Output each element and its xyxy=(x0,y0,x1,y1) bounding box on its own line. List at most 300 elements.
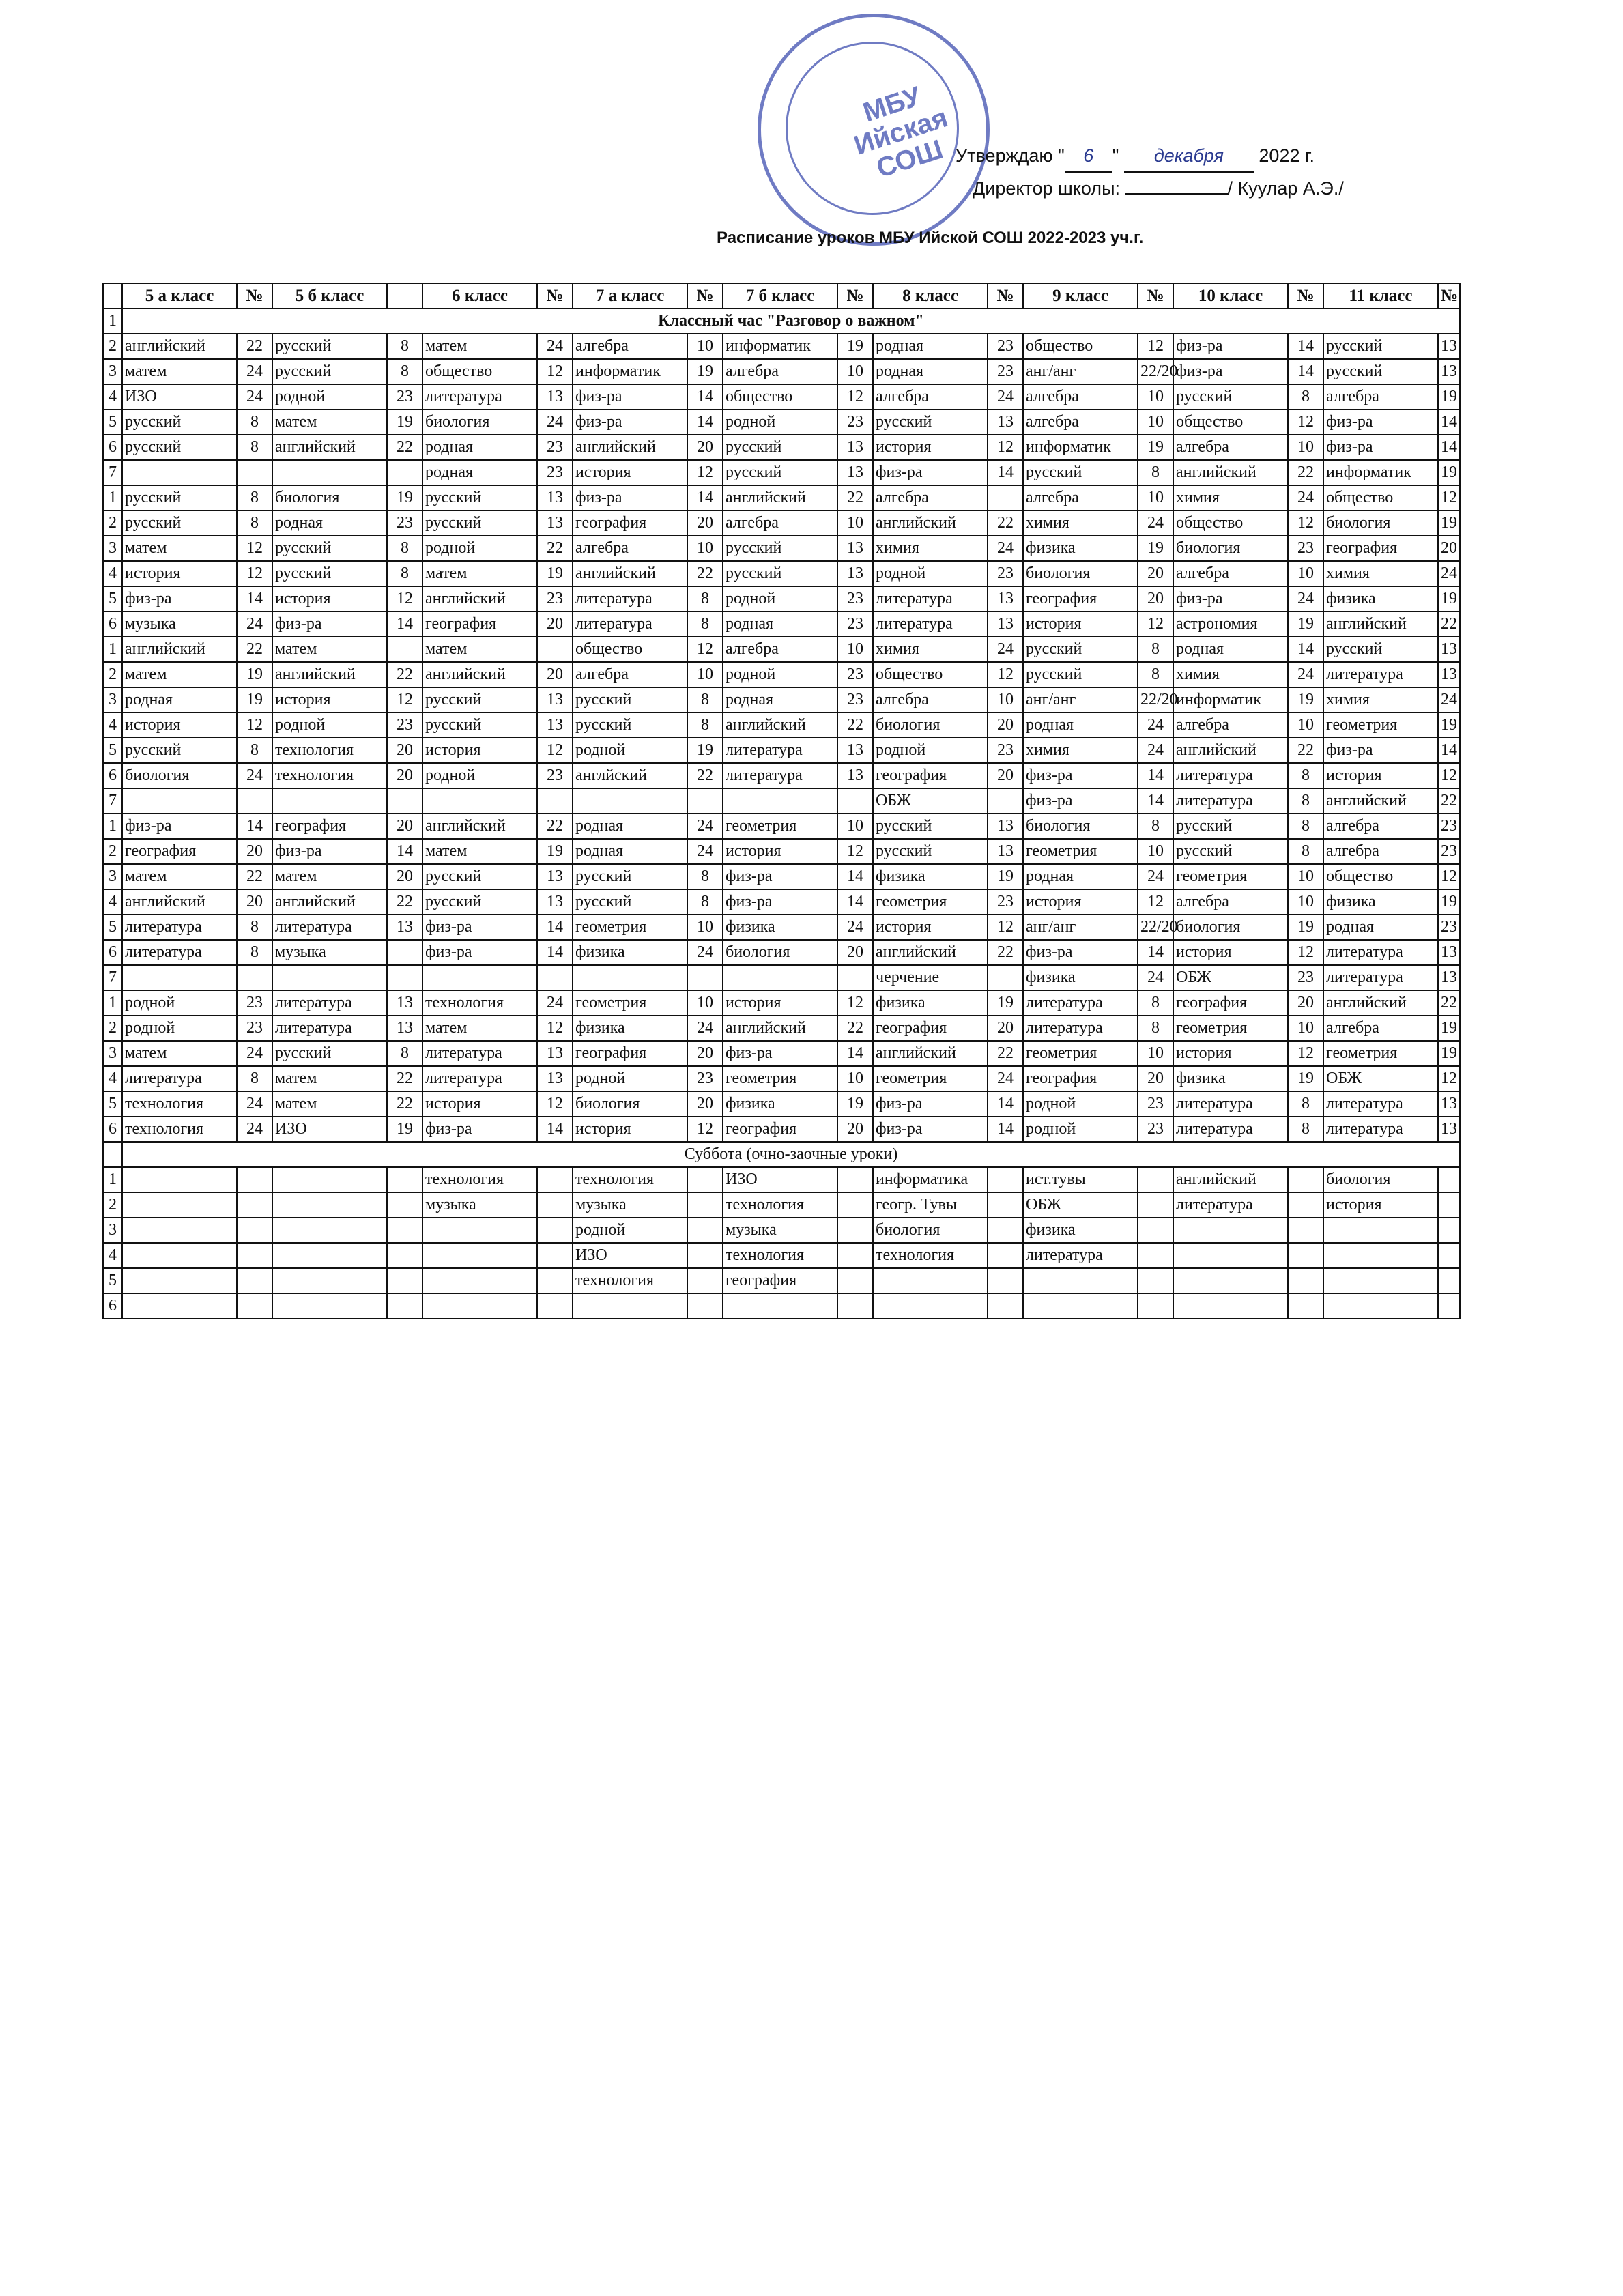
subject-cell: русский xyxy=(272,334,387,359)
subject-cell: русский xyxy=(1023,662,1138,687)
room-number: 13 xyxy=(537,384,573,410)
saturday-row xyxy=(103,1192,1460,1218)
room-number: 19 xyxy=(687,359,723,384)
subject-cell: русский xyxy=(422,511,537,536)
subject-cell: физика xyxy=(1023,1218,1138,1243)
room-number: 19 xyxy=(1138,435,1173,460)
lesson-number: 4 xyxy=(103,889,122,915)
room-number: 24 xyxy=(237,763,272,788)
lesson-number: 6 xyxy=(103,763,122,788)
subject-cell: родная xyxy=(122,687,237,713)
room-number: 8 xyxy=(1288,839,1323,864)
subject-cell xyxy=(272,788,387,814)
room-number xyxy=(1438,1192,1460,1218)
column-header: 5 а класс xyxy=(122,283,237,308)
room-number: 19 xyxy=(837,334,873,359)
lesson-number: 7 xyxy=(103,460,122,485)
subject-cell: русский xyxy=(723,460,837,485)
lesson-number: 4 xyxy=(103,384,122,410)
subject-cell: музыка xyxy=(122,612,237,637)
room-number: 13 xyxy=(1438,334,1460,359)
subject-cell: технология xyxy=(723,1192,837,1218)
subject-cell: русский xyxy=(422,485,537,511)
subject-cell: матем xyxy=(122,864,237,889)
room-number xyxy=(387,1293,422,1319)
room-number: 23 xyxy=(988,561,1023,586)
room-number: 24 xyxy=(687,839,723,864)
room-number: 20 xyxy=(687,435,723,460)
lesson-number: 4 xyxy=(103,561,122,586)
lesson-number: 3 xyxy=(103,1218,122,1243)
subject-cell: родной xyxy=(1023,1091,1138,1117)
subject-cell: технология xyxy=(723,1243,837,1268)
subject-cell: ОБЖ xyxy=(1023,1192,1138,1218)
schedule-row xyxy=(103,965,1460,990)
room-number: 10 xyxy=(1138,485,1173,511)
subject-cell xyxy=(422,1243,537,1268)
subject-cell: литература xyxy=(422,1066,537,1091)
subject-cell: родная xyxy=(1023,713,1138,738)
subject-cell: родная xyxy=(1323,915,1438,940)
subject-cell: английский xyxy=(873,1041,988,1066)
subject-cell xyxy=(1323,1218,1438,1243)
room-number: 24 xyxy=(988,1066,1023,1091)
schedule-row xyxy=(103,940,1460,965)
subject-cell: география xyxy=(873,763,988,788)
room-number: 23 xyxy=(1438,915,1460,940)
room-number: 22 xyxy=(988,511,1023,536)
subject-cell: алгебра xyxy=(1173,889,1288,915)
room-number: 24 xyxy=(1288,485,1323,511)
subject-cell: физика xyxy=(1323,586,1438,612)
room-number: 8 xyxy=(237,738,272,763)
subject-cell: история xyxy=(272,586,387,612)
room-number: 8 xyxy=(1288,1091,1323,1117)
room-number xyxy=(237,1167,272,1192)
room-number xyxy=(1288,1293,1323,1319)
schedule-row xyxy=(103,738,1460,763)
room-number: 12 xyxy=(1438,763,1460,788)
room-number xyxy=(988,1218,1023,1243)
saturday-row xyxy=(103,1243,1460,1268)
room-number: 22 xyxy=(387,435,422,460)
lesson-number: 1 xyxy=(103,814,122,839)
subject-cell xyxy=(272,460,387,485)
subject-cell: литература xyxy=(1323,940,1438,965)
subject-cell: биология xyxy=(422,410,537,435)
lesson-number: 2 xyxy=(103,334,122,359)
subject-cell: информатик xyxy=(723,334,837,359)
subject-cell: химия xyxy=(1323,561,1438,586)
subject-cell: общество xyxy=(1173,511,1288,536)
subject-cell: география xyxy=(422,612,537,637)
subject-cell: литература xyxy=(122,940,237,965)
subject-cell: русский xyxy=(1173,384,1288,410)
column-header: 9 класс xyxy=(1023,283,1138,308)
room-number xyxy=(988,1293,1023,1319)
column-header: 8 класс xyxy=(873,283,988,308)
subject-cell: астрономия xyxy=(1173,612,1288,637)
room-number: 22 xyxy=(387,662,422,687)
subject-cell: русский xyxy=(573,713,687,738)
room-number xyxy=(687,1293,723,1319)
room-number: 14 xyxy=(837,864,873,889)
room-number: 24 xyxy=(237,1117,272,1142)
room-number: 8 xyxy=(237,940,272,965)
schedule-row xyxy=(103,864,1460,889)
subject-cell: родной xyxy=(873,738,988,763)
room-number: 8 xyxy=(1138,990,1173,1016)
schedule-row xyxy=(103,511,1460,536)
subject-cell: физ-ра xyxy=(723,1041,837,1066)
subject-cell: матем xyxy=(122,662,237,687)
schedule-row xyxy=(103,460,1460,485)
room-number xyxy=(1288,1167,1323,1192)
subject-cell: технология xyxy=(573,1167,687,1192)
subject-cell: физика xyxy=(873,990,988,1016)
subject-cell: черчение xyxy=(873,965,988,990)
room-number: 19 xyxy=(988,990,1023,1016)
lesson-number: 7 xyxy=(103,965,122,990)
subject-cell: матем xyxy=(422,1016,537,1041)
column-header: № xyxy=(1138,283,1173,308)
lesson-number: 6 xyxy=(103,1117,122,1142)
subject-cell: родная xyxy=(573,839,687,864)
subject-cell: русский xyxy=(723,536,837,561)
room-number: 19 xyxy=(1438,511,1460,536)
room-number xyxy=(988,965,1023,990)
room-number: 14 xyxy=(1438,435,1460,460)
lesson-number: 2 xyxy=(103,511,122,536)
room-number: 8 xyxy=(687,864,723,889)
room-number: 8 xyxy=(687,612,723,637)
schedule-row xyxy=(103,561,1460,586)
subject-cell: физика xyxy=(723,915,837,940)
room-number: 22 xyxy=(1288,460,1323,485)
subject-cell: ОБЖ xyxy=(1323,1066,1438,1091)
room-number: 24 xyxy=(988,536,1023,561)
subject-cell: литература xyxy=(272,1016,387,1041)
subject-cell: ист.тувы xyxy=(1023,1167,1138,1192)
subject-cell: русский xyxy=(422,687,537,713)
subject-cell: русский xyxy=(122,511,237,536)
room-number: 14 xyxy=(537,940,573,965)
subject-cell: русский xyxy=(873,814,988,839)
subject-cell: музыка xyxy=(573,1192,687,1218)
subject-cell: история xyxy=(1173,940,1288,965)
room-number: 23 xyxy=(988,359,1023,384)
room-number: 23 xyxy=(837,586,873,612)
room-number: 10 xyxy=(837,359,873,384)
subject-cell: химия xyxy=(1173,662,1288,687)
room-number: 20 xyxy=(988,713,1023,738)
subject-cell: физика xyxy=(573,1016,687,1041)
subject-cell: литература xyxy=(272,990,387,1016)
subject-cell: физ-ра xyxy=(422,940,537,965)
room-number xyxy=(537,1218,573,1243)
subject-cell: русский xyxy=(122,738,237,763)
room-number: 19 xyxy=(387,410,422,435)
column-header xyxy=(387,283,422,308)
room-number: 20 xyxy=(1288,990,1323,1016)
saturday-row xyxy=(103,1268,1460,1293)
room-number: 20 xyxy=(1138,586,1173,612)
room-number: 14 xyxy=(687,410,723,435)
subject-cell: алгебра xyxy=(873,687,988,713)
room-number: 12 xyxy=(537,738,573,763)
subject-cell: информатик xyxy=(573,359,687,384)
room-number: 13 xyxy=(1438,1091,1460,1117)
room-number: 23 xyxy=(988,334,1023,359)
subject-cell: алгебра xyxy=(573,536,687,561)
room-number: 22 xyxy=(537,536,573,561)
subject-cell: родная xyxy=(573,814,687,839)
room-number: 13 xyxy=(1438,940,1460,965)
room-number xyxy=(237,1293,272,1319)
subject-cell: русский xyxy=(1323,359,1438,384)
room-number xyxy=(837,965,873,990)
room-number: 24 xyxy=(687,814,723,839)
room-number xyxy=(1138,1192,1173,1218)
room-number: 19 xyxy=(687,738,723,763)
subject-cell: физ-ра xyxy=(573,384,687,410)
schedule-row xyxy=(103,889,1460,915)
subject-cell: физ-ра xyxy=(1323,738,1438,763)
room-number: 10 xyxy=(1138,839,1173,864)
subject-cell: литература xyxy=(1173,788,1288,814)
subject-cell: родной xyxy=(573,1066,687,1091)
room-number: 22 xyxy=(687,763,723,788)
room-number: 23 xyxy=(387,384,422,410)
room-number: 14 xyxy=(1288,359,1323,384)
room-number: 8 xyxy=(1288,814,1323,839)
lesson-number xyxy=(103,1142,122,1167)
lesson-number: 6 xyxy=(103,435,122,460)
subject-cell: литература xyxy=(422,1041,537,1066)
subject-cell: общество xyxy=(422,359,537,384)
subject-cell: литература xyxy=(122,915,237,940)
subject-cell xyxy=(573,965,687,990)
subject-cell: биология xyxy=(873,713,988,738)
subject-cell: русский xyxy=(573,864,687,889)
subject-cell: матем xyxy=(272,1066,387,1091)
room-number xyxy=(687,1218,723,1243)
subject-cell: матем xyxy=(422,561,537,586)
room-number: 14 xyxy=(1138,940,1173,965)
room-number: 10 xyxy=(687,990,723,1016)
column-header: № xyxy=(1288,283,1323,308)
room-number: 24 xyxy=(988,637,1023,662)
subject-cell: русский xyxy=(1173,839,1288,864)
subject-cell: география xyxy=(873,1016,988,1041)
room-number: 20 xyxy=(537,612,573,637)
room-number: 22/20 xyxy=(1138,687,1173,713)
subject-cell: физ-ра xyxy=(1323,410,1438,435)
room-number: 8 xyxy=(237,485,272,511)
room-number: 23 xyxy=(237,990,272,1016)
saturday-row xyxy=(103,1167,1460,1192)
subject-cell: матем xyxy=(422,637,537,662)
room-number: 8 xyxy=(1138,814,1173,839)
subject-cell xyxy=(873,1268,988,1293)
subject-cell: русский xyxy=(723,561,837,586)
subject-cell: информатика xyxy=(873,1167,988,1192)
schedule-row xyxy=(103,410,1460,435)
room-number: 14 xyxy=(1288,334,1323,359)
subject-cell: биология xyxy=(1323,1167,1438,1192)
subject-cell: география xyxy=(272,814,387,839)
room-number: 24 xyxy=(1138,965,1173,990)
room-number: 12 xyxy=(387,687,422,713)
room-number: 13 xyxy=(387,1016,422,1041)
lesson-number: 7 xyxy=(103,788,122,814)
subject-cell: история xyxy=(122,561,237,586)
room-number: 10 xyxy=(1288,1016,1323,1041)
room-number: 8 xyxy=(687,586,723,612)
subject-cell: родной xyxy=(272,713,387,738)
room-number: 12 xyxy=(1438,1066,1460,1091)
room-number: 23 xyxy=(387,511,422,536)
subject-cell: литература xyxy=(1023,990,1138,1016)
subject-cell: география xyxy=(723,1117,837,1142)
room-number: 10 xyxy=(988,687,1023,713)
subject-cell: матем xyxy=(272,864,387,889)
subject-cell: физ-ра xyxy=(122,814,237,839)
room-number xyxy=(988,1167,1023,1192)
room-number xyxy=(1138,1268,1173,1293)
subject-cell: общество xyxy=(1323,485,1438,511)
column-header: 10 класс xyxy=(1173,283,1288,308)
lesson-number: 1 xyxy=(103,637,122,662)
subject-cell: родная xyxy=(873,334,988,359)
room-number: 12 xyxy=(537,1016,573,1041)
room-number xyxy=(237,1192,272,1218)
lesson-number: 5 xyxy=(103,410,122,435)
room-number: 13 xyxy=(1438,662,1460,687)
room-number xyxy=(837,1243,873,1268)
room-number: 19 xyxy=(1288,1066,1323,1091)
room-number: 19 xyxy=(1438,586,1460,612)
room-number: 23 xyxy=(537,460,573,485)
subject-cell: химия xyxy=(1023,511,1138,536)
subject-cell: русский xyxy=(1173,814,1288,839)
subject-cell: химия xyxy=(1323,687,1438,713)
subject-cell: родной xyxy=(422,763,537,788)
room-number xyxy=(237,965,272,990)
room-number: 14 xyxy=(988,1091,1023,1117)
subject-cell: история xyxy=(1323,1192,1438,1218)
room-number: 8 xyxy=(687,713,723,738)
room-number xyxy=(237,1268,272,1293)
subject-cell: русский xyxy=(122,485,237,511)
room-number: 24 xyxy=(1438,561,1460,586)
room-number: 24 xyxy=(237,359,272,384)
subject-cell xyxy=(272,965,387,990)
subject-cell: родной xyxy=(272,384,387,410)
room-number: 12 xyxy=(387,586,422,612)
room-number xyxy=(687,1268,723,1293)
saturday-title-row xyxy=(103,1142,1460,1167)
subject-cell: ИЗО xyxy=(723,1167,837,1192)
room-number xyxy=(988,1268,1023,1293)
room-number xyxy=(537,788,573,814)
lesson-number: 2 xyxy=(103,839,122,864)
subject-cell: физика xyxy=(873,864,988,889)
subject-cell: родной xyxy=(723,410,837,435)
subject-cell: физ-ра xyxy=(1023,788,1138,814)
subject-cell xyxy=(122,1268,237,1293)
subject-cell: русский xyxy=(272,536,387,561)
subject-cell: физ-ра xyxy=(422,1117,537,1142)
subject-cell: английский xyxy=(272,435,387,460)
subject-cell: русский xyxy=(122,410,237,435)
room-number: 10 xyxy=(687,334,723,359)
room-number: 14 xyxy=(1288,637,1323,662)
room-number: 22 xyxy=(537,814,573,839)
room-number xyxy=(988,485,1023,511)
room-number: 13 xyxy=(988,814,1023,839)
subject-cell: история xyxy=(1023,612,1138,637)
subject-cell: информатик xyxy=(1323,460,1438,485)
subject-cell: биология xyxy=(122,763,237,788)
subject-cell: география xyxy=(723,1268,837,1293)
subject-cell: алгебра xyxy=(873,384,988,410)
subject-cell: история xyxy=(1173,1041,1288,1066)
room-number xyxy=(387,637,422,662)
subject-cell: общество xyxy=(1023,334,1138,359)
subject-cell: литература xyxy=(1173,763,1288,788)
room-number: 13 xyxy=(837,536,873,561)
subject-cell: история xyxy=(873,435,988,460)
room-number: 19 xyxy=(1438,889,1460,915)
subject-cell: родной xyxy=(573,738,687,763)
room-number: 23 xyxy=(988,889,1023,915)
room-number xyxy=(837,1268,873,1293)
subject-cell: биология xyxy=(1023,561,1138,586)
subject-cell: история xyxy=(422,1091,537,1117)
subject-cell: матем xyxy=(422,839,537,864)
subject-cell: алгебра xyxy=(1173,561,1288,586)
subject-cell xyxy=(122,460,237,485)
room-number: 10 xyxy=(837,511,873,536)
room-number xyxy=(387,1167,422,1192)
subject-cell xyxy=(122,788,237,814)
room-number: 22 xyxy=(1288,738,1323,763)
subject-cell: физ-ра xyxy=(723,889,837,915)
schedule-row xyxy=(103,1091,1460,1117)
subject-cell: родная xyxy=(1023,864,1138,889)
subject-cell xyxy=(1323,1293,1438,1319)
subject-cell: история xyxy=(573,460,687,485)
schedule-row xyxy=(103,713,1460,738)
subject-cell: англйский xyxy=(573,763,687,788)
room-number: 10 xyxy=(1138,410,1173,435)
room-number: 22 xyxy=(387,1066,422,1091)
subject-cell: история xyxy=(573,1117,687,1142)
subject-cell: физ-ра xyxy=(1323,435,1438,460)
page-title: Расписание уроков МБУ Ийской СОШ 2022-2023 уч.г. xyxy=(717,229,1144,247)
room-number: 12 xyxy=(1138,612,1173,637)
subject-cell xyxy=(1173,1218,1288,1243)
room-number: 22 xyxy=(988,940,1023,965)
approve-word: Утверждаю " xyxy=(956,145,1065,166)
room-number: 22 xyxy=(237,637,272,662)
room-number: 19 xyxy=(837,1091,873,1117)
subject-cell: литература xyxy=(1173,1117,1288,1142)
room-number: 20 xyxy=(237,839,272,864)
room-number: 22 xyxy=(988,1041,1023,1066)
subject-cell: алгебра xyxy=(1323,839,1438,864)
